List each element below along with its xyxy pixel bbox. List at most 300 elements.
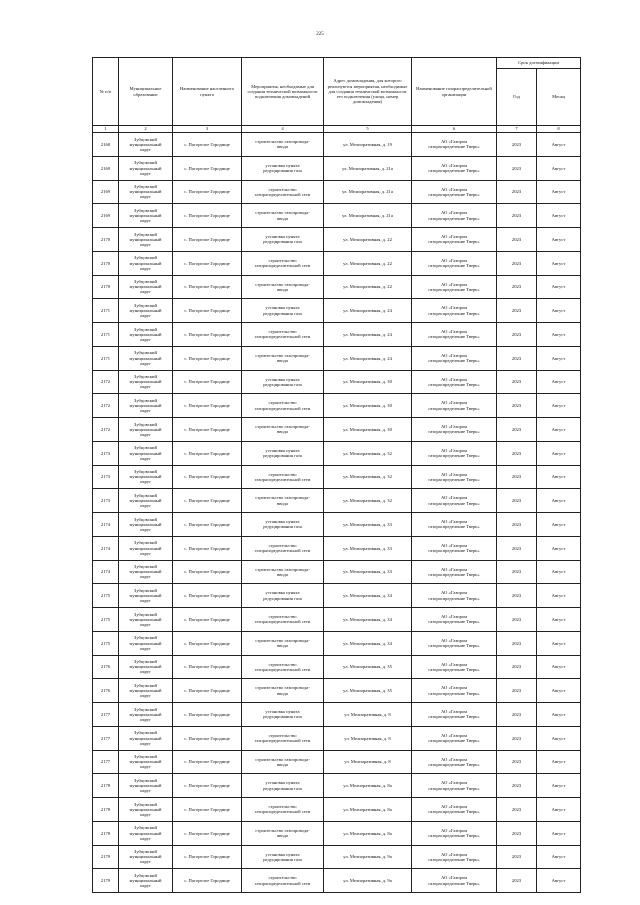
row-number: 2173 <box>93 489 119 513</box>
address-cell: ул. Мелиоративная, д. 35 <box>324 655 412 679</box>
org-cell: АО «Газпром газораспределение Тверь» <box>412 845 497 869</box>
address-cell: ул. Мелиоративная, д. 22 <box>324 251 412 275</box>
year-cell: 2023 <box>497 133 537 157</box>
municipality-cell: Зубцовский муниципальный округ <box>119 679 173 703</box>
municipality-cell: Зубцовский муниципальный округ <box>119 726 173 750</box>
row-number: 2176 <box>93 679 119 703</box>
table-row <box>93 441 581 465</box>
table-row <box>93 726 581 750</box>
table-row <box>93 560 581 584</box>
settlement-cell: с. Погорелое Городище <box>173 774 242 798</box>
settlement-cell: с. Погорелое Городище <box>173 631 242 655</box>
year-cell: 2023 <box>497 821 537 845</box>
measure-cell: установка пункта редуцирования газа <box>242 156 324 180</box>
column-number: 4 <box>242 126 324 133</box>
measure-cell: строительство газопровода- ввода <box>242 275 324 299</box>
address-cell: ул. Мелиоративная, д. 30 <box>324 418 412 442</box>
settlement-cell: с. Погорелое Городище <box>173 608 242 632</box>
org-cell: АО «Газпром газораспределение Тверь» <box>412 394 497 418</box>
address-cell: ул. Мелиоративная, д. 8а <box>324 774 412 798</box>
settlement-cell: с. Погорелое Городище <box>173 560 242 584</box>
municipality-cell: Зубцовский муниципальный округ <box>119 204 173 228</box>
year-cell: 2023 <box>497 774 537 798</box>
settlement-cell: с. Погорелое Городище <box>173 703 242 727</box>
address-cell: ул. Мелиоративная, д. 24 <box>324 346 412 370</box>
address-cell: ул. Мелиоративная, д. 24 <box>324 323 412 347</box>
row-number: 2176 <box>93 655 119 679</box>
measure-cell: установка пункта редуцирования газа <box>242 299 324 323</box>
month-cell: Август <box>537 418 581 442</box>
org-cell: АО «Газпром газораспределение Тверь» <box>412 584 497 608</box>
settlement-cell: с. Погорелое Городище <box>173 655 242 679</box>
table-row <box>93 845 581 869</box>
month-cell: Август <box>537 703 581 727</box>
measure-cell: строительство газопровода- ввода <box>242 489 324 513</box>
municipality-cell: Зубцовский муниципальный округ <box>119 655 173 679</box>
month-cell: Август <box>537 465 581 489</box>
table-row <box>93 821 581 845</box>
address-cell: ул. Мелиоративная, д. 32 <box>324 489 412 513</box>
table-row <box>93 750 581 774</box>
year-cell: 2023 <box>497 513 537 537</box>
settlement-cell: с. Погорелое Городище <box>173 441 242 465</box>
row-number: 2178 <box>93 774 119 798</box>
year-cell: 2023 <box>497 750 537 774</box>
gasification-table <box>92 57 581 893</box>
month-cell: Август <box>537 726 581 750</box>
year-cell: 2023 <box>497 489 537 513</box>
row-number: 2177 <box>93 750 119 774</box>
month-cell: Август <box>537 204 581 228</box>
row-number: 2173 <box>93 465 119 489</box>
municipality-cell: Зубцовский муниципальный округ <box>119 608 173 632</box>
month-cell: Август <box>537 774 581 798</box>
row-number: 2174 <box>93 536 119 560</box>
table-row <box>93 489 581 513</box>
municipality-cell: Зубцовский муниципальный округ <box>119 774 173 798</box>
year-cell: 2023 <box>497 869 537 893</box>
address-cell: ул. Мелиоративная, д. 22 <box>324 275 412 299</box>
settlement-cell: с. Погорелое Городище <box>173 679 242 703</box>
settlement-cell: с. Погорелое Городище <box>173 323 242 347</box>
table-row <box>93 513 581 537</box>
year-cell: 2023 <box>497 394 537 418</box>
year-cell: 2023 <box>497 703 537 727</box>
municipality-cell: Зубцовский муниципальный округ <box>119 323 173 347</box>
settlement-cell: с. Погорелое Городище <box>173 489 242 513</box>
month-cell: Август <box>537 370 581 394</box>
municipality-cell: Зубцовский муниципальный округ <box>119 441 173 465</box>
row-number: 2172 <box>93 370 119 394</box>
month-cell: Август <box>537 228 581 252</box>
table-body <box>93 133 581 893</box>
address-cell: ул. Мелиоративная, д. 32 <box>324 441 412 465</box>
measure-cell: строительство газораспределительной сети <box>242 655 324 679</box>
row-number: 2175 <box>93 608 119 632</box>
org-cell: АО «Газпром газораспределение Тверь» <box>412 441 497 465</box>
measure-cell: установка пункта редуцирования газа <box>242 703 324 727</box>
measure-cell: установка пункта редуцирования газа <box>242 584 324 608</box>
org-cell: АО «Газпром газораспределение Тверь» <box>412 204 497 228</box>
address-cell: ул. Мелиоративная, д. 33 <box>324 536 412 560</box>
row-number: 2174 <box>93 560 119 584</box>
month-cell: Август <box>537 180 581 204</box>
header-year: Год <box>497 69 537 126</box>
year-cell: 2023 <box>497 584 537 608</box>
year-cell: 2023 <box>497 251 537 275</box>
settlement-cell: с. Погорелое Городище <box>173 228 242 252</box>
measure-cell: установка пункта редуцирования газа <box>242 774 324 798</box>
row-number: 2171 <box>93 323 119 347</box>
month-cell: Август <box>537 631 581 655</box>
municipality-cell: Зубцовский муниципальный округ <box>119 513 173 537</box>
settlement-cell: с. Погорелое Городище <box>173 299 242 323</box>
year-cell: 2023 <box>497 228 537 252</box>
measure-cell: строительство газораспределительной сети <box>242 869 324 893</box>
table-row <box>93 370 581 394</box>
table-row <box>93 798 581 822</box>
row-number: 2175 <box>93 631 119 655</box>
settlement-cell: с. Погорелое Городище <box>173 370 242 394</box>
org-cell: АО «Газпром газораспределение Тверь» <box>412 299 497 323</box>
month-cell: Август <box>537 821 581 845</box>
year-cell: 2023 <box>497 299 537 323</box>
settlement-cell: с. Погорелое Городище <box>173 821 242 845</box>
municipality-cell: Зубцовский муниципальный округ <box>119 750 173 774</box>
org-cell: АО «Газпром газораспределение Тверь» <box>412 726 497 750</box>
table-row <box>93 133 581 157</box>
month-cell: Август <box>537 299 581 323</box>
row-number: 2177 <box>93 703 119 727</box>
year-cell: 2023 <box>497 346 537 370</box>
measure-cell: установка пункта редуцирования газа <box>242 513 324 537</box>
table-row <box>93 679 581 703</box>
address-cell: ул. Мелиоративная, д. 32 <box>324 465 412 489</box>
org-cell: АО «Газпром газораспределение Тверь» <box>412 679 497 703</box>
row-number: 2169 <box>93 180 119 204</box>
row-number: 2171 <box>93 346 119 370</box>
measure-cell: строительство газораспределительной сети <box>242 323 324 347</box>
month-cell: Август <box>537 608 581 632</box>
address-cell: ул. Мелиоративная, д. 33 <box>324 560 412 584</box>
measure-cell: строительство газораспределительной сети <box>242 180 324 204</box>
municipality-cell: Зубцовский муниципальный округ <box>119 228 173 252</box>
address-cell: ул. Мелиоративная, д. 34 <box>324 584 412 608</box>
settlement-cell: с. Погорелое Городище <box>173 180 242 204</box>
municipality-cell: Зубцовский муниципальный округ <box>119 465 173 489</box>
measure-cell: строительство газопровода- ввода <box>242 346 324 370</box>
table-row <box>93 323 581 347</box>
table-row <box>93 275 581 299</box>
address-cell: ул. Мелиоративная, д. 35 <box>324 679 412 703</box>
table-row <box>93 869 581 893</box>
year-cell: 2023 <box>497 631 537 655</box>
org-cell: АО «Газпром газораспределение Тверь» <box>412 608 497 632</box>
table-row <box>93 156 581 180</box>
month-cell: Август <box>537 394 581 418</box>
municipality-cell: Зубцовский муниципальный округ <box>119 156 173 180</box>
settlement-cell: с. Погорелое Городище <box>173 845 242 869</box>
settlement-cell: с. Погорелое Городище <box>173 156 242 180</box>
row-number: 2177 <box>93 726 119 750</box>
table-row <box>93 608 581 632</box>
month-cell: Август <box>537 536 581 560</box>
year-cell: 2023 <box>497 323 537 347</box>
org-cell: АО «Газпром газораспределение Тверь» <box>412 703 497 727</box>
year-cell: 2023 <box>497 180 537 204</box>
measure-cell: строительство газопровода- ввода <box>242 631 324 655</box>
month-cell: Август <box>537 560 581 584</box>
year-cell: 2023 <box>497 798 537 822</box>
column-number: 2 <box>119 126 173 133</box>
month-cell: Август <box>537 133 581 157</box>
measure-cell: строительство газопровода- ввода <box>242 560 324 584</box>
settlement-cell: с. Погорелое Городище <box>173 204 242 228</box>
table-row <box>93 180 581 204</box>
row-number: 2169 <box>93 204 119 228</box>
municipality-cell: Зубцовский муниципальный округ <box>119 821 173 845</box>
page-number: 225 <box>316 32 324 37</box>
month-cell: Август <box>537 798 581 822</box>
org-cell: АО «Газпром газораспределение Тверь» <box>412 631 497 655</box>
table-row <box>93 536 581 560</box>
municipality-cell: Зубцовский муниципальный округ <box>119 275 173 299</box>
municipality-cell: Зубцовский муниципальный округ <box>119 845 173 869</box>
settlement-cell: с. Погорелое Городище <box>173 346 242 370</box>
municipality-cell: Зубцовский муниципальный округ <box>119 133 173 157</box>
measure-cell: строительство газораспределительной сети <box>242 536 324 560</box>
measure-cell: строительство газораспределительной сети <box>242 608 324 632</box>
year-cell: 2023 <box>497 418 537 442</box>
row-number: 2179 <box>93 845 119 869</box>
address-cell: ул. Мелиоративная, д. 33 <box>324 513 412 537</box>
month-cell: Август <box>537 275 581 299</box>
municipality-cell: Зубцовский муниципальный округ <box>119 489 173 513</box>
address-cell: ул. Мелиоративная, д. 22 <box>324 228 412 252</box>
column-number: 1 <box>93 126 119 133</box>
org-cell: АО «Газпром газораспределение Тверь» <box>412 774 497 798</box>
settlement-cell: с. Погорелое Городище <box>173 251 242 275</box>
org-cell: АО «Газпром газораспределение Тверь» <box>412 655 497 679</box>
settlement-cell: с. Погорелое Городище <box>173 869 242 893</box>
table-row <box>93 418 581 442</box>
header-num: № п/п <box>93 58 119 126</box>
column-number: 7 <box>497 126 537 133</box>
municipality-cell: Зубцовский муниципальный округ <box>119 536 173 560</box>
address-cell: ул. Мелиоративная, д. 8 <box>324 703 412 727</box>
row-number: 2169 <box>93 156 119 180</box>
municipality-cell: Зубцовский муниципальный округ <box>119 584 173 608</box>
header-settlement: Наименование населенного пункта <box>173 58 242 126</box>
header-month: Месяц <box>537 69 581 126</box>
table-row <box>93 584 581 608</box>
row-number: 2178 <box>93 798 119 822</box>
address-cell: ул. Мелиоративная, д. 30 <box>324 370 412 394</box>
settlement-cell: с. Погорелое Городище <box>173 513 242 537</box>
year-cell: 2023 <box>497 679 537 703</box>
measure-cell: строительство газораспределительной сети <box>242 726 324 750</box>
org-cell: АО «Газпром газораспределение Тверь» <box>412 133 497 157</box>
address-cell: ул. Мелиоративная, д. 9а <box>324 845 412 869</box>
header-measures: Мероприятия, необходимые для создания технической возможности подключения домовладений <box>242 58 324 126</box>
measure-cell: установка пункта редуцирования газа <box>242 441 324 465</box>
header-municipality: Муниципальное образование <box>119 58 173 126</box>
year-cell: 2023 <box>497 370 537 394</box>
row-number: 2178 <box>93 821 119 845</box>
month-cell: Август <box>537 156 581 180</box>
table-row <box>93 631 581 655</box>
year-cell: 2023 <box>497 536 537 560</box>
org-cell: АО «Газпром газораспределение Тверь» <box>412 821 497 845</box>
month-cell: Август <box>537 845 581 869</box>
settlement-cell: с. Погорелое Городище <box>173 275 242 299</box>
table-row <box>93 703 581 727</box>
measure-cell: строительство газопровода- ввода <box>242 750 324 774</box>
municipality-cell: Зубцовский муниципальный округ <box>119 180 173 204</box>
month-cell: Август <box>537 489 581 513</box>
year-cell: 2023 <box>497 156 537 180</box>
address-cell: ул. Мелиоративная, д. 21а <box>324 180 412 204</box>
month-cell: Август <box>537 323 581 347</box>
address-cell: ул. Мелиоративная, д. 19 <box>324 133 412 157</box>
row-number: 2170 <box>93 228 119 252</box>
municipality-cell: Зубцовский муниципальный округ <box>119 798 173 822</box>
measure-cell: строительство газораспределительной сети <box>242 251 324 275</box>
municipality-cell: Зубцовский муниципальный округ <box>119 418 173 442</box>
municipality-cell: Зубцовский муниципальный округ <box>119 631 173 655</box>
settlement-cell: с. Погорелое Городище <box>173 394 242 418</box>
settlement-cell: с. Погорелое Городище <box>173 798 242 822</box>
org-cell: АО «Газпром газораспределение Тверь» <box>412 275 497 299</box>
column-number: 3 <box>173 126 242 133</box>
municipality-cell: Зубцовский муниципальный округ <box>119 346 173 370</box>
row-number: 2171 <box>93 299 119 323</box>
org-cell: АО «Газпром газораспределение Тверь» <box>412 418 497 442</box>
header-org: Наименование газораспределительной организации <box>412 58 497 126</box>
table-row <box>93 251 581 275</box>
settlement-cell: с. Погорелое Городище <box>173 465 242 489</box>
municipality-cell: Зубцовский муниципальный округ <box>119 560 173 584</box>
measure-cell: строительство газопровода- ввода <box>242 418 324 442</box>
year-cell: 2023 <box>497 845 537 869</box>
address-cell: ул. Мелиоративная, д. 9а <box>324 869 412 893</box>
org-cell: АО «Газпром газораспределение Тверь» <box>412 750 497 774</box>
column-numbers-row <box>93 126 581 133</box>
measure-cell: строительство газопровода- ввода <box>242 204 324 228</box>
address-cell: ул. Мелиоративная, д. 8а <box>324 798 412 822</box>
municipality-cell: Зубцовский муниципальный округ <box>119 299 173 323</box>
municipality-cell: Зубцовский муниципальный округ <box>119 869 173 893</box>
table-row <box>93 774 581 798</box>
month-cell: Август <box>537 513 581 537</box>
column-number: 8 <box>537 126 581 133</box>
month-cell: Август <box>537 251 581 275</box>
org-cell: АО «Газпром газораспределение Тверь» <box>412 536 497 560</box>
measure-cell: строительство газораспределительной сети <box>242 798 324 822</box>
measure-cell: установка пункта редуцирования газа <box>242 370 324 394</box>
org-cell: АО «Газпром газораспределение Тверь» <box>412 869 497 893</box>
row-number: 2174 <box>93 513 119 537</box>
address-cell: ул. Мелиоративная, д. 24 <box>324 299 412 323</box>
municipality-cell: Зубцовский муниципальный округ <box>119 251 173 275</box>
settlement-cell: с. Погорелое Городище <box>173 750 242 774</box>
column-number: 6 <box>412 126 497 133</box>
org-cell: АО «Газпром газораспределение Тверь» <box>412 156 497 180</box>
header-address: Адрес домовладения, для которого реализуются мероприятия, необходимые для создания технической возможности его подключения (улица, номер домовладения) <box>324 58 412 126</box>
org-cell: АО «Газпром газораспределение Тверь» <box>412 370 497 394</box>
table-row <box>93 394 581 418</box>
row-number: 2175 <box>93 584 119 608</box>
year-cell: 2023 <box>497 441 537 465</box>
year-cell: 2023 <box>497 204 537 228</box>
org-cell: АО «Газпром газораспределение Тверь» <box>412 251 497 275</box>
org-cell: АО «Газпром газораспределение Тверь» <box>412 489 497 513</box>
month-cell: Август <box>537 584 581 608</box>
settlement-cell: с. Погорелое Городище <box>173 418 242 442</box>
row-number: 2168 <box>93 133 119 157</box>
measure-cell: строительство газопровода- ввода <box>242 679 324 703</box>
year-cell: 2023 <box>497 275 537 299</box>
table-row <box>93 465 581 489</box>
month-cell: Август <box>537 346 581 370</box>
row-number: 2179 <box>93 869 119 893</box>
settlement-cell: с. Погорелое Городище <box>173 536 242 560</box>
row-number: 2173 <box>93 441 119 465</box>
month-cell: Август <box>537 441 581 465</box>
org-cell: АО «Газпром газораспределение Тверь» <box>412 346 497 370</box>
month-cell: Август <box>537 679 581 703</box>
measure-cell: строительство газопровода- ввода <box>242 821 324 845</box>
address-cell: ул. Мелиоративная, д. 34 <box>324 608 412 632</box>
table-row <box>93 228 581 252</box>
address-cell: ул. Мелиоративная, д. 8а <box>324 821 412 845</box>
settlement-cell: с. Погорелое Городище <box>173 133 242 157</box>
measure-cell: строительство газораспределительной сети <box>242 394 324 418</box>
org-cell: АО «Газпром газораспределение Тверь» <box>412 180 497 204</box>
org-cell: АО «Газпром газораспределение Тверь» <box>412 798 497 822</box>
municipality-cell: Зубцовский муниципальный округ <box>119 394 173 418</box>
address-cell: ул. Мелиоративная, д. 8 <box>324 726 412 750</box>
year-cell: 2023 <box>497 465 537 489</box>
row-number: 2170 <box>93 251 119 275</box>
measure-cell: строительство газораспределительной сети <box>242 465 324 489</box>
org-cell: АО «Газпром газораспределение Тверь» <box>412 228 497 252</box>
org-cell: АО «Газпром газораспределение Тверь» <box>412 560 497 584</box>
measure-cell: строительство газопровода- ввода <box>242 133 324 157</box>
year-cell: 2023 <box>497 726 537 750</box>
settlement-cell: с. Погорелое Городище <box>173 726 242 750</box>
month-cell: Август <box>537 655 581 679</box>
year-cell: 2023 <box>497 655 537 679</box>
table-row <box>93 204 581 228</box>
month-cell: Август <box>537 750 581 774</box>
year-cell: 2023 <box>497 560 537 584</box>
table-row <box>93 655 581 679</box>
column-number: 5 <box>324 126 412 133</box>
org-cell: АО «Газпром газораспределение Тверь» <box>412 465 497 489</box>
address-cell: ул. Мелиоративная, д. 21а <box>324 156 412 180</box>
table-row <box>93 346 581 370</box>
address-cell: ул. Мелиоративная, д. 21а <box>324 204 412 228</box>
address-cell: ул. Мелиоративная, д. 8 <box>324 750 412 774</box>
row-number: 2172 <box>93 394 119 418</box>
row-number: 2172 <box>93 418 119 442</box>
row-number: 2170 <box>93 275 119 299</box>
org-cell: АО «Газпром газораспределение Тверь» <box>412 513 497 537</box>
measure-cell: установка пункта редуцирования газа <box>242 228 324 252</box>
address-cell: ул. Мелиоративная, д. 34 <box>324 631 412 655</box>
month-cell: Август <box>537 869 581 893</box>
